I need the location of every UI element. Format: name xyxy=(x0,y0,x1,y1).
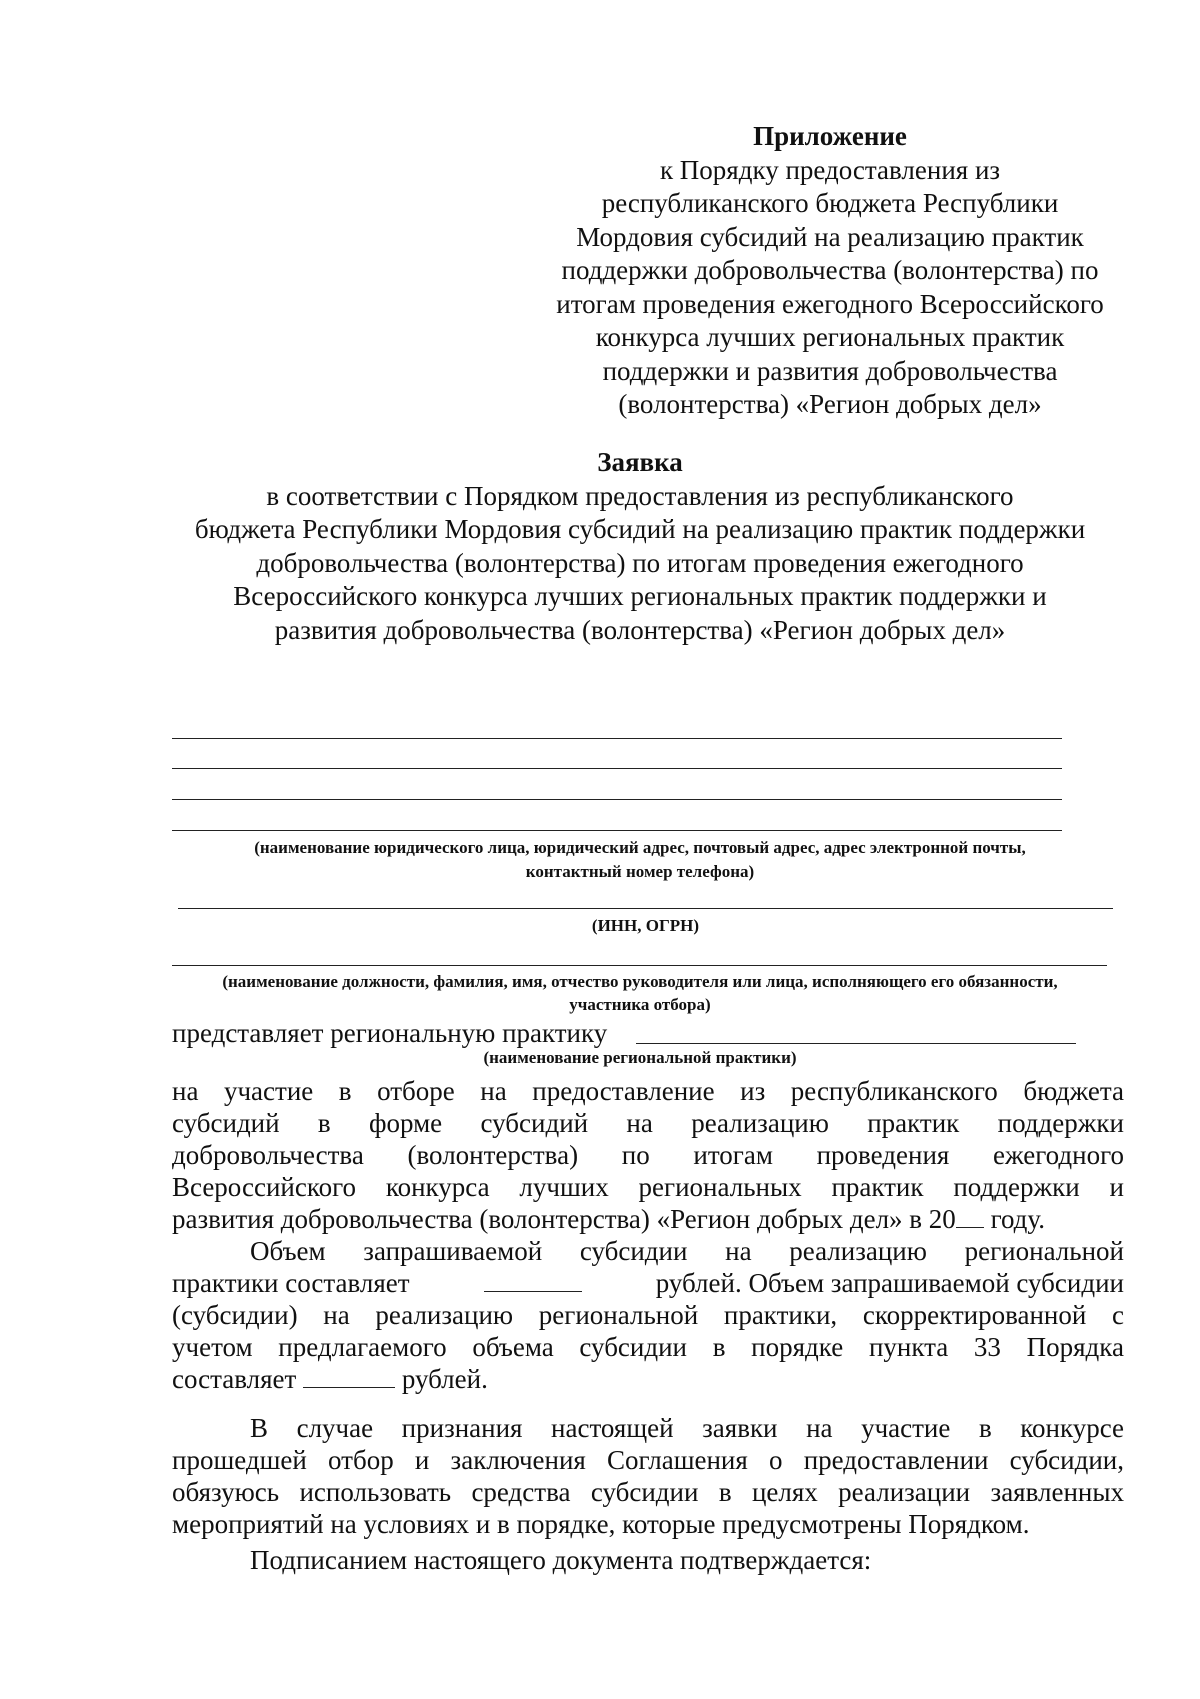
paragraph-2-text: рублей. Объем запрашиваемой субсидии xyxy=(655,1268,1124,1298)
inn-caption: (ИНН, ОГРН) xyxy=(591,916,700,935)
paragraph-2-line: (субсидии) на реализацию региональной практики, скорректированной с xyxy=(172,1300,1124,1330)
paragraph-3-line: обязуюсь использовать средства субсидии в целях реализации заявленных xyxy=(172,1477,1124,1507)
entity-blank-line-3[interactable] xyxy=(172,799,1062,800)
entity-caption-line-1: (наименование юридического лица, юридический адрес, почтовый адрес, адрес электронной почты, xyxy=(254,838,1026,857)
appendix-line: поддержки и развития добровольчества xyxy=(602,355,1058,386)
request-line: развития добровольчества (волонтерства) «Регион добрых дел» xyxy=(274,614,1006,645)
inn-blank-line[interactable] xyxy=(178,908,1113,909)
paragraph-2-text: рублей. xyxy=(395,1364,488,1394)
paragraph-2-line: Объем запрашиваемой субсидии на реализацию региональной xyxy=(250,1236,1124,1266)
paragraph-2-line xyxy=(172,1267,1124,1299)
request-heading: Заявка xyxy=(597,447,683,477)
presents-line xyxy=(172,1017,1124,1049)
paragraph-1-last-line xyxy=(172,1203,1124,1235)
entity-blank-line-2[interactable] xyxy=(172,768,1062,769)
appendix-line: Мордовия субсидий на реализацию практик xyxy=(576,221,1084,252)
appendix-line: к Порядку предоставления из xyxy=(659,154,1001,185)
appendix-block xyxy=(530,120,1130,422)
paragraph-3-line: В случае признания настоящей заявки на участие в конкурсе xyxy=(250,1413,1124,1443)
appendix-line: (волонтерства) «Регион добрых дел» xyxy=(618,389,1042,419)
subsidy-amount-blank[interactable] xyxy=(484,1267,582,1292)
appendix-line: поддержки добровольчества (волонтерства) по xyxy=(561,255,1099,285)
paragraph-3-last-line: мероприятий на условиях и в порядке, которые предусмотрены Порядком. xyxy=(172,1509,1030,1539)
appendix-line: конкурса лучших региональных практик xyxy=(595,322,1065,352)
entity-blank-line-1[interactable] xyxy=(172,738,1062,739)
paragraph-1-last-suffix: году. xyxy=(983,1204,1045,1234)
practice-blank-line[interactable] xyxy=(636,1043,1076,1044)
corrected-amount-blank[interactable] xyxy=(303,1363,395,1388)
entity-blank-line-4[interactable] xyxy=(172,830,1062,831)
request-line: в соответствии с Порядком предоставления из республиканского xyxy=(266,480,1014,511)
year-blank[interactable] xyxy=(956,1203,984,1228)
practice-caption: (наименование региональной практики) xyxy=(483,1048,797,1067)
paragraph-1-line: на участие в отборе на предоставление из республиканского бюджета xyxy=(172,1076,1124,1106)
entity-caption-line-2: контактный номер телефона) xyxy=(525,862,755,881)
paragraph-1-line: субсидий в форме субсидий на реализацию практик поддержки xyxy=(172,1108,1124,1138)
paragraph-3-line: прошедшей отбор и заключения Соглашения о предоставлении субсидии, xyxy=(172,1445,1124,1475)
paragraph-2-text: составляет xyxy=(172,1364,297,1394)
head-blank-line[interactable] xyxy=(172,965,1107,966)
paragraph-1-line: Всероссийского конкурса лучших региональных практик поддержки и xyxy=(172,1172,1124,1202)
appendix-heading: Приложение xyxy=(753,121,907,151)
paragraph-2-text: практики составляет xyxy=(172,1268,410,1298)
paragraph-1-line: добровольчества (волонтерства) по итогам проведения ежегодного xyxy=(172,1140,1124,1170)
presents-text: представляет региональную практику xyxy=(172,1018,608,1048)
request-line: Всероссийского конкурса лучших региональных практик поддержки и xyxy=(233,581,1047,611)
paragraph-2-line: учетом предлагаемого объема субсидии в порядке пункта 33 Порядка xyxy=(172,1332,1124,1362)
paragraph-2-last-line xyxy=(172,1363,1124,1395)
paragraph-4-line: Подписанием настоящего документа подтверждается: xyxy=(250,1545,872,1575)
head-caption-line-1: (наименование должности, фамилия, имя, отчество руководителя или лица, исполняющего его обязанности, xyxy=(222,972,1058,991)
appendix-line: итогам проведения ежегодного Всероссийского xyxy=(556,288,1104,319)
request-title-block xyxy=(160,446,1120,647)
head-caption-line-2: участника отбора) xyxy=(569,995,711,1014)
appendix-line: республиканского бюджета Республики xyxy=(601,188,1059,218)
request-line: добровольчества (волонтерства) по итогам проведения ежегодного xyxy=(256,547,1024,578)
request-line: бюджета Республики Мордовия субсидий на реализацию практик поддержки xyxy=(194,514,1086,544)
paragraph-1-last-prefix: развития добровольчества (волонтерства) «Регион добрых дел» в 20 xyxy=(172,1204,956,1234)
